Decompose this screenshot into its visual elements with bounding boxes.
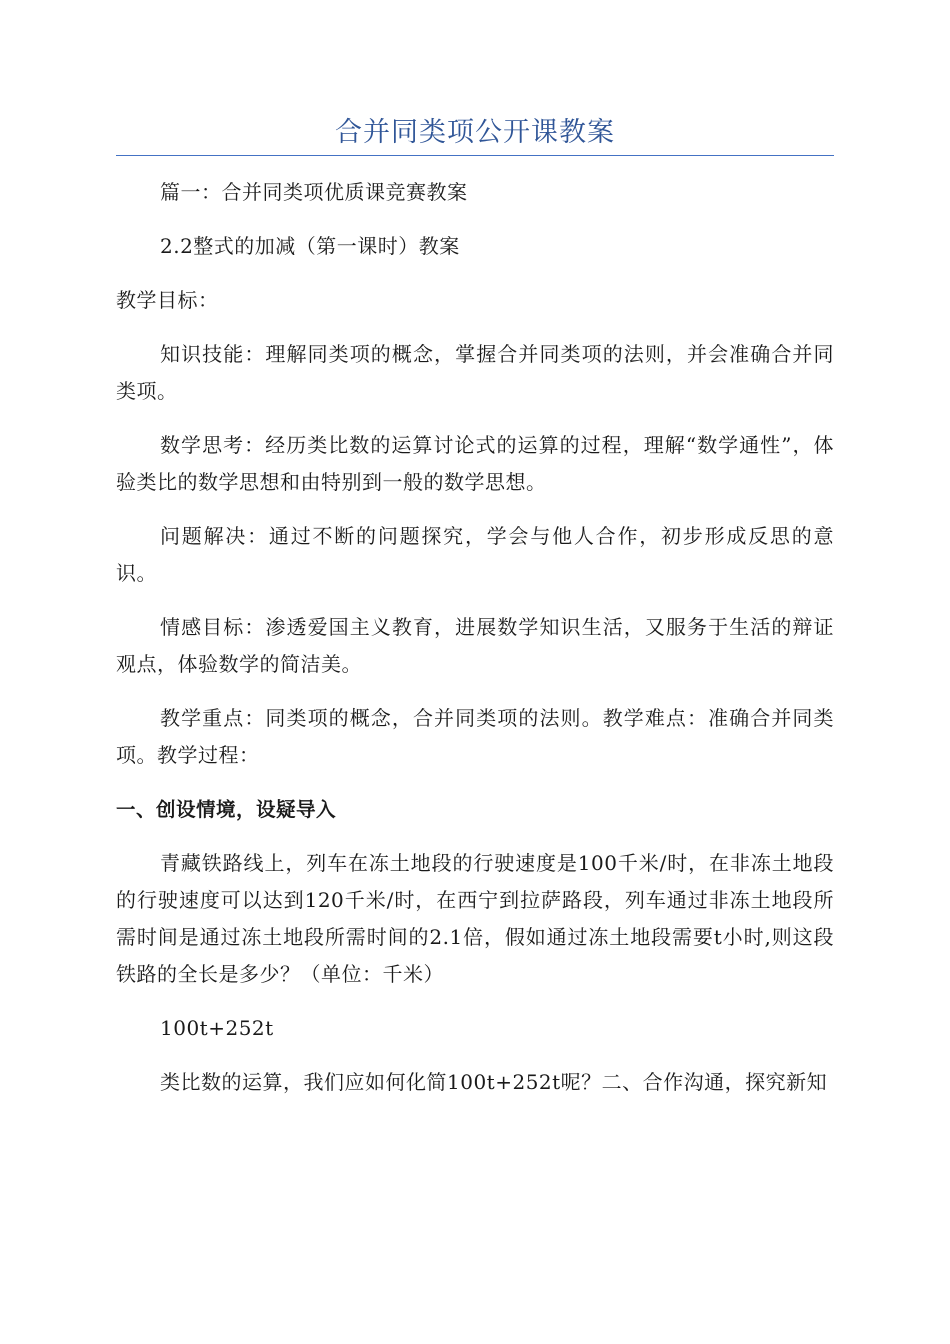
- paragraph-lesson-heading: 2.2整式的加减（第一课时）教案: [160, 234, 460, 258]
- paragraph-emotion-goals: 情感目标：渗透爱国主义教育，进展数学知识生活，又服务于生活的辩证观点，体验数学的简洁美。: [116, 615, 834, 676]
- section-heading-one: 一、创设情境，设疑导入: [116, 798, 337, 821]
- paragraph-railway-problem: 青藏铁路线上，列车在冻土地段的行驶速度是100千米/时，在非冻土地段的行驶速度可以达到120千米/时，在西宁到拉萨路段，列车通过非冻土地段所需时间是通过冻土地段所需时间的2.1倍，假如通过冻土地段需要t小时,则这段铁路的全长是多少？（单位：千米）: [116, 851, 834, 986]
- paragraph-article-one: 篇一：合并同类项优质课竞赛教案: [160, 180, 468, 204]
- paragraph-teaching-goals: 教学目标：: [116, 288, 219, 312]
- paragraph-math-thinking: 数学思考：经历类比数的运算讨论式的运算的过程，理解“数学通性”，体验类比的数学思想和由特别到一般的数学思想。: [116, 433, 834, 494]
- paragraph-simplify-question: 类比数的运算，我们应如何化简100t+252t呢？二、合作沟通，探究新知: [160, 1070, 828, 1094]
- paragraph-key-points: 教学重点：同类项的概念，合并同类项的法则。教学难点：准确合并同类项。教学过程：: [116, 706, 834, 767]
- paragraph-problem-solving: 问题解决：通过不断的问题探究，学会与他人合作，初步形成反思的意识。: [116, 524, 834, 585]
- paragraph-expression: 100t+252t: [160, 1016, 274, 1040]
- document-body: [116, 174, 834, 1101]
- document-title: 合并同类项公开课教案: [335, 117, 615, 148]
- paragraph-knowledge-skills: 知识技能：理解同类项的概念，掌握合并同类项的法则，并会准确合并同类项。: [116, 342, 834, 403]
- title-underline: [116, 155, 834, 156]
